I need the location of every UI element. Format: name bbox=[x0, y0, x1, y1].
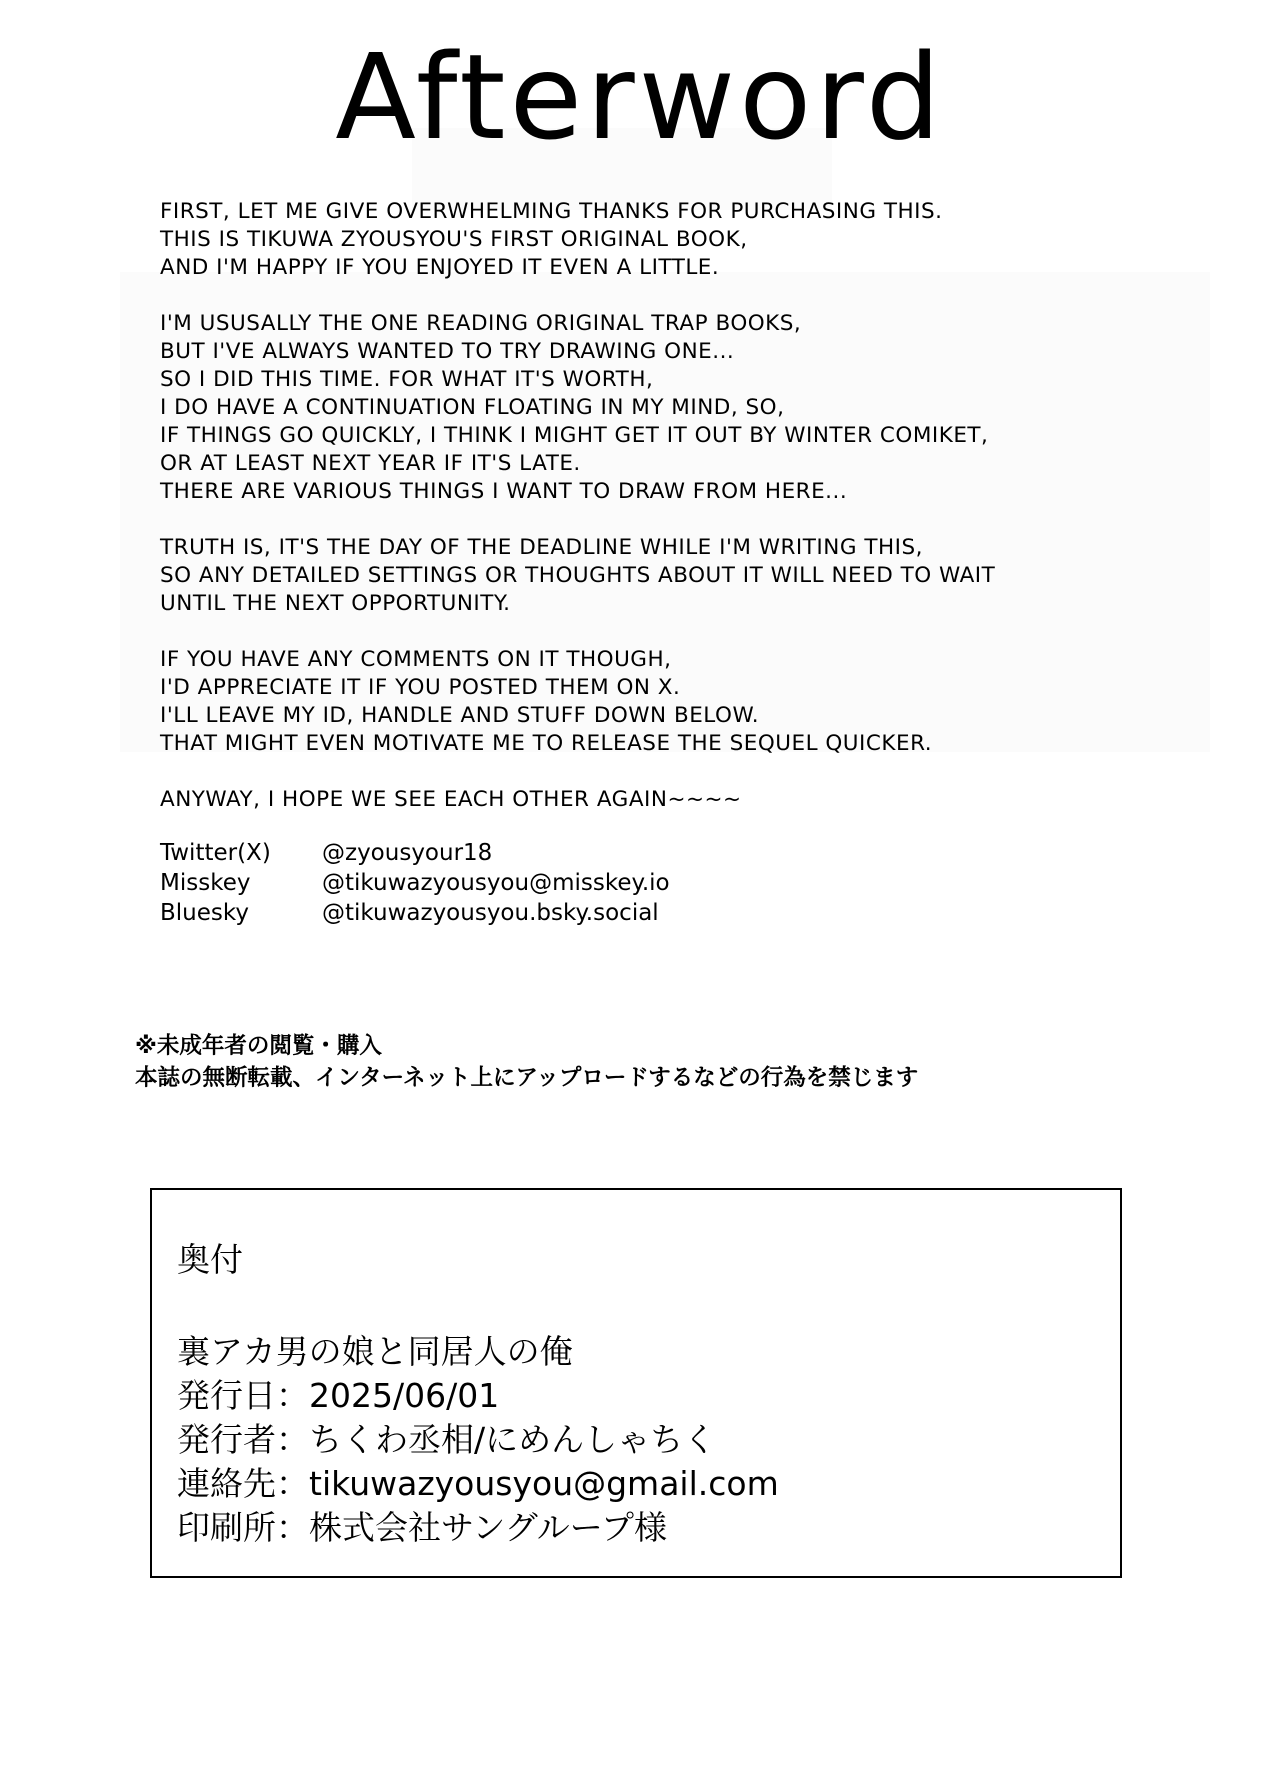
paragraph-continuation bbox=[160, 310, 1160, 506]
letter-line: I'LL LEAVE MY ID, HANDLE AND STUFF DOWN BELOW. bbox=[160, 703, 760, 728]
afterword-letter bbox=[160, 198, 1160, 842]
colophon-book-title bbox=[177, 1330, 779, 1374]
colophon-value: 裏アカ男の娘と同居人の俺 bbox=[177, 1332, 573, 1371]
letter-line: SO ANY DETAILED SETTINGS OR THOUGHTS ABOUT IT WILL NEED TO WAIT bbox=[160, 563, 996, 588]
paragraph-thanks bbox=[160, 198, 1160, 282]
colophon-label: 発行日： bbox=[177, 1376, 309, 1415]
colophon-value: tikuwazyousyou@gmail.com bbox=[309, 1464, 779, 1503]
colophon-publish-date bbox=[177, 1374, 779, 1418]
social-label: Bluesky bbox=[160, 900, 249, 926]
colophon-publisher bbox=[177, 1418, 779, 1462]
legal-notice bbox=[135, 1030, 918, 1094]
letter-line: OR AT LEAST NEXT YEAR IF IT'S LATE. bbox=[160, 451, 581, 476]
colophon-label: 連絡先： bbox=[177, 1464, 309, 1503]
letter-line: I'M USUSALLY THE ONE READING ORIGINAL TRAP BOOKS, bbox=[160, 311, 802, 336]
colophon-label: 印刷所： bbox=[177, 1508, 309, 1547]
social-handle: @tikuwazyousyou.bsky.social bbox=[322, 900, 659, 926]
notice-reproduction: 本誌の無断転載、インターネット上にアップロードするなどの行為を禁じます bbox=[135, 1065, 919, 1091]
colophon-value: 2025/06/01 bbox=[309, 1376, 500, 1415]
colophon-printer bbox=[177, 1506, 779, 1550]
colophon-heading: 奥付 bbox=[177, 1240, 243, 1279]
social-handle: @zyousyour18 bbox=[322, 840, 493, 866]
paragraph-deadline bbox=[160, 534, 1160, 618]
social-label: Misskey bbox=[160, 870, 251, 896]
letter-line: I'D APPRECIATE IT IF YOU POSTED THEM ON X. bbox=[160, 675, 681, 700]
social-handles bbox=[160, 838, 670, 928]
social-label: Twitter(X) bbox=[160, 840, 271, 866]
letter-line: I DO HAVE A CONTINUATION FLOATING IN MY MIND, SO, bbox=[160, 395, 785, 420]
paragraph-comments bbox=[160, 646, 1160, 758]
letter-line: AND I'M HAPPY IF YOU ENJOYED IT EVEN A LITTLE. bbox=[160, 255, 720, 280]
paragraph-farewell bbox=[160, 786, 1160, 814]
letter-line: UNTIL THE NEXT OPPORTUNITY. bbox=[160, 591, 511, 616]
notice-minors: ※未成年者の閲覧・購入 bbox=[135, 1033, 382, 1059]
colophon-value: 株式会社サングループ様 bbox=[309, 1508, 668, 1547]
letter-line: IF THINGS GO QUICKLY, I THINK I MIGHT GET IT OUT BY WINTER COMIKET, bbox=[160, 423, 989, 448]
colophon-label: 発行者： bbox=[177, 1420, 309, 1459]
page-title: Afterword bbox=[335, 28, 945, 166]
social-row-twitter bbox=[160, 838, 670, 868]
letter-line: TRUTH IS, IT'S THE DAY OF THE DEADLINE WHILE I'M WRITING THIS, bbox=[160, 535, 923, 560]
letter-line: THIS IS TIKUWA ZYOUSYOU'S FIRST ORIGINAL BOOK, bbox=[160, 227, 748, 252]
colophon-box bbox=[150, 1188, 1122, 1578]
letter-line: ANYWAY, I HOPE WE SEE EACH OTHER AGAIN~~~~ bbox=[160, 787, 742, 812]
letter-line: THAT MIGHT EVEN MOTIVATE ME TO RELEASE THE SEQUEL QUICKER. bbox=[160, 731, 933, 756]
social-row-misskey bbox=[160, 868, 670, 898]
social-row-bluesky bbox=[160, 898, 670, 928]
colophon-value: ちくわ丞相/にめんしゃちく bbox=[309, 1420, 717, 1459]
letter-line: FIRST, LET ME GIVE OVERWHELMING THANKS FOR PURCHASING THIS. bbox=[160, 199, 943, 224]
colophon-contact bbox=[177, 1462, 779, 1506]
letter-line: SO I DID THIS TIME. FOR WHAT IT'S WORTH, bbox=[160, 367, 654, 392]
colophon-rows bbox=[177, 1330, 779, 1550]
social-handle: @tikuwazyousyou@misskey.io bbox=[322, 870, 670, 896]
letter-line: IF YOU HAVE ANY COMMENTS ON IT THOUGH, bbox=[160, 647, 672, 672]
letter-line: THERE ARE VARIOUS THINGS I WANT TO DRAW FROM HERE... bbox=[160, 479, 848, 504]
letter-line: BUT I'VE ALWAYS WANTED TO TRY DRAWING ONE... bbox=[160, 339, 735, 364]
